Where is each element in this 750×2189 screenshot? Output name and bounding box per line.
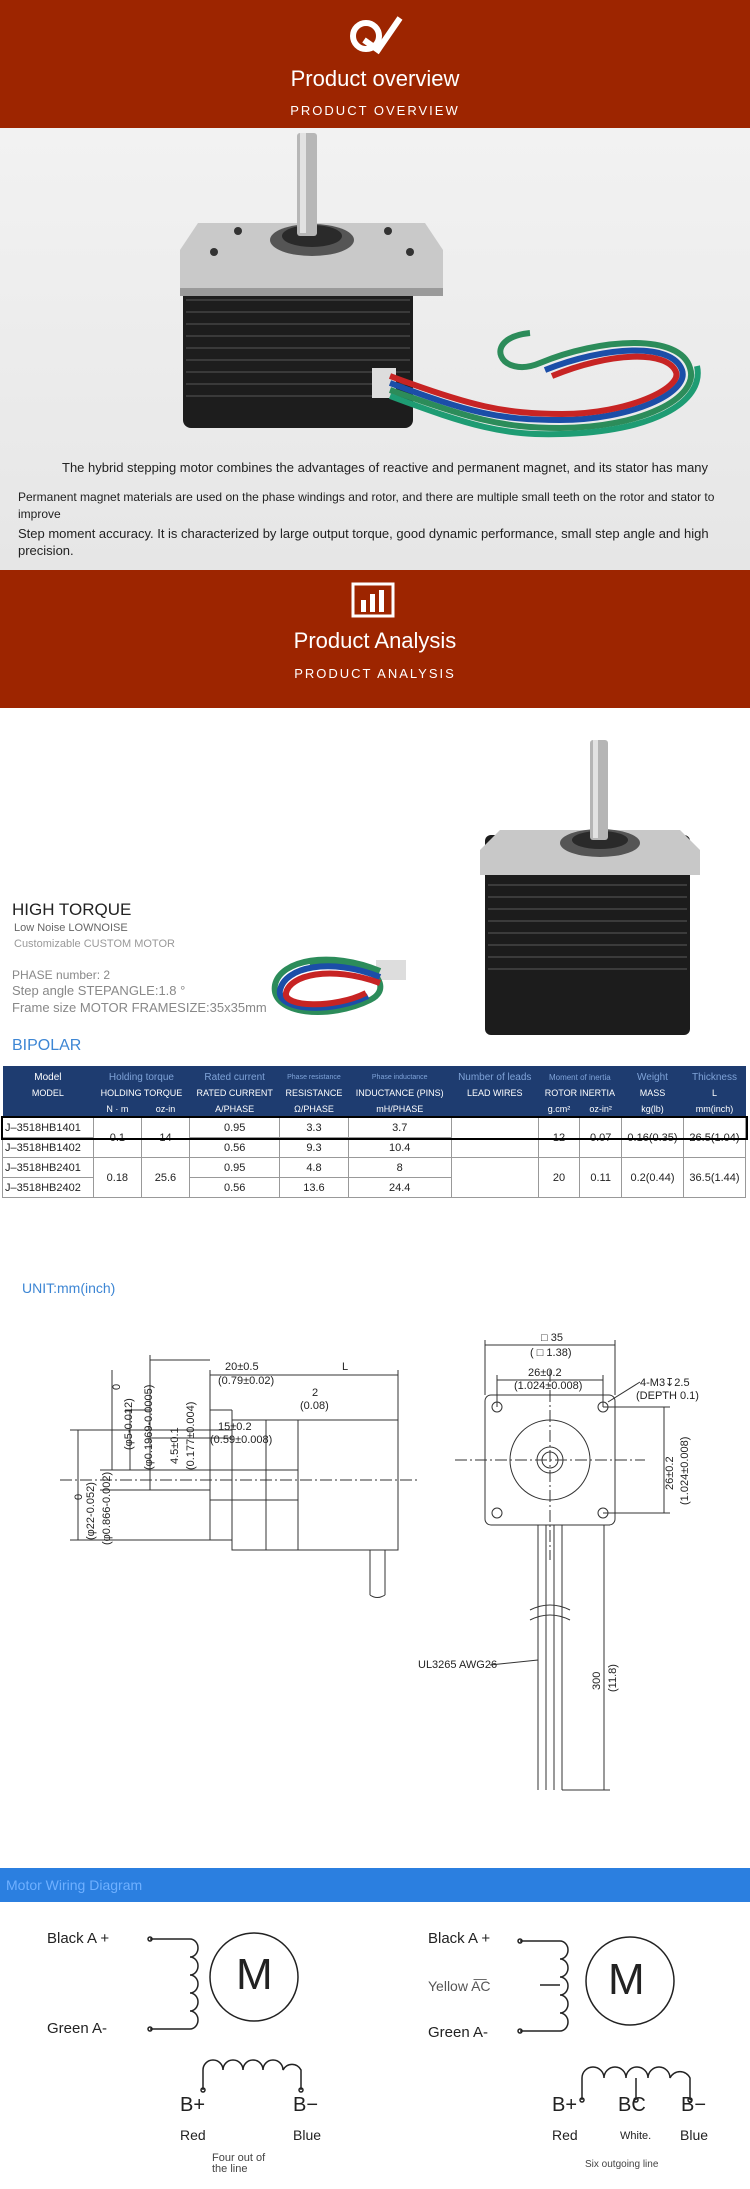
- th-number-of-leads: Number of leads: [451, 1066, 538, 1085]
- cell-resistance: 9.3: [280, 1138, 348, 1158]
- overview-paragraph-2: Permanent magnet materials are used on the phase windings and rotor, and there are multiple small teeth on the rotor and stator to improve: [18, 490, 715, 521]
- motor-symbol-right: M: [608, 1955, 645, 2004]
- dim-shaft-a: (φ5-0.012): [123, 1398, 135, 1450]
- th3-mm-inch: mm(inch): [683, 1101, 745, 1118]
- table-header-row-3: [3, 1101, 746, 1118]
- high-torque-heading: HIGH TORQUE: [12, 900, 132, 919]
- cell-inductance: 24.4: [348, 1178, 451, 1198]
- check-ring-icon: [344, 6, 404, 58]
- wiring-title-bar: [0, 1868, 750, 1902]
- dim-boss-b: (φ0.866-0.002): [101, 1471, 113, 1545]
- dim-shaft-b: (φ0.1969-0.0005): [143, 1384, 155, 1470]
- bar-chart-icon: [351, 582, 395, 618]
- cell-holding-nm: 0.1: [93, 1118, 141, 1158]
- cell-leads: [451, 1118, 538, 1158]
- th2-model: MODEL: [3, 1085, 94, 1101]
- step-angle-text: Step angle STEPANGLE:1.8 °: [12, 983, 186, 998]
- cell-inertia-ozin2: 0.11: [580, 1158, 622, 1198]
- right-white: White.: [620, 2130, 652, 2142]
- right-note: Six outgoing line: [585, 2159, 659, 2170]
- cell-resistance: 13.6: [280, 1178, 348, 1198]
- overview-paragraph-3: Step moment accuracy. It is characterized by large output torque, good dynamic performance, small step angle and high precision.: [18, 526, 709, 558]
- dim-15b: (0.59±0.008): [210, 1434, 273, 1446]
- motor-photo: [0, 128, 750, 458]
- right-b-minus: B−: [681, 2094, 707, 2116]
- dim-45: 4.5±0.1: [169, 1427, 181, 1464]
- dim-m3b: (DEPTH 0.1): [636, 1390, 699, 1402]
- cell-inertia-gcm: 12: [538, 1118, 580, 1158]
- cell-current: 0.95: [190, 1158, 280, 1178]
- th3-mh-phase: mH/PHASE: [348, 1101, 451, 1118]
- cell-model: J–3518HB1402: [3, 1138, 94, 1158]
- dim-35: □ 35: [541, 1332, 563, 1344]
- cell-current: 0.95: [190, 1118, 280, 1138]
- cell-length: 36.5(1.44): [683, 1158, 745, 1198]
- phase-number-text: PHASE number: 2: [12, 968, 111, 982]
- th3-ohm-phase: Ω/PHASE: [280, 1101, 348, 1118]
- overview-subtitle: PRODUCT OVERVIEW: [290, 103, 460, 118]
- cell-inductance: 10.4: [348, 1138, 451, 1158]
- th3-kg-lb: kg(lb): [622, 1101, 684, 1118]
- dim-shaft: 0: [111, 1383, 123, 1390]
- left-note: Four out of the line: [212, 2152, 266, 2175]
- cell-inertia-ozin2: 0.07: [580, 1118, 622, 1158]
- cell-holding-nm: 0.18: [93, 1158, 141, 1198]
- overview-paragraph-1: The hybrid stepping motor combines the advantages of reactive and permanent magnet, and its stator has many: [62, 460, 709, 475]
- th2-rotor-inertia: ROTOR INERTIA: [538, 1085, 621, 1101]
- table-header-row-2: [3, 1085, 746, 1101]
- left-b-plus: B+: [180, 2094, 206, 2116]
- table-row: [3, 1118, 746, 1138]
- right-yellow-ac: Yellow A͞C: [428, 1978, 491, 1994]
- dim-118: (11.8): [607, 1664, 619, 1692]
- wiring-title: Motor Wiring Diagram: [6, 1877, 143, 1893]
- left-b-minus: B−: [293, 2094, 319, 2116]
- analysis-subtitle: PRODUCT ANALYSIS: [294, 666, 456, 681]
- frame-size-text: Frame size MOTOR FRAMESIZE:35x35mm: [12, 1000, 267, 1015]
- product-photo-area: [0, 128, 750, 570]
- dim-20: 20±0.5: [225, 1361, 259, 1373]
- dim-m3: 4-M3↧2.5: [640, 1377, 690, 1389]
- th-holding-torque: Holding torque: [93, 1066, 189, 1085]
- dim-26: 26±0.2: [528, 1367, 562, 1379]
- th-moment-of-inertia: Moment of inertia: [538, 1066, 621, 1085]
- left-red: Red: [180, 2127, 206, 2143]
- dim-20b: (0.79±0.02): [218, 1375, 275, 1387]
- cell-mass: 0.16(0.35): [622, 1118, 684, 1158]
- cell-resistance: 3.3: [280, 1118, 348, 1138]
- cell-inductance: 8: [348, 1158, 451, 1178]
- cell-resistance: 4.8: [280, 1158, 348, 1178]
- th3-ozin: oz-in: [141, 1101, 189, 1118]
- th2-rated-current: RATED CURRENT: [190, 1085, 280, 1101]
- th3-a-phase: A/PHASE: [190, 1101, 280, 1118]
- dim-L: L: [342, 1361, 349, 1373]
- unit-label: UNIT:mm(inch): [22, 1280, 116, 1296]
- overview-title: Product overview: [290, 66, 460, 91]
- th-model: Model: [3, 1066, 94, 1085]
- th-phase-resistance: Phase resistance: [280, 1066, 348, 1085]
- right-blue: Blue: [680, 2127, 709, 2143]
- cell-inertia-gcm: 20: [538, 1158, 580, 1198]
- motor-side-photo: [270, 735, 730, 1055]
- dim-300: 300: [591, 1671, 603, 1690]
- th3-nm: N · m: [93, 1101, 141, 1118]
- cell-holding-ozin: 14: [141, 1118, 189, 1158]
- analysis-banner: [0, 570, 750, 708]
- dim-15: 15±0.2: [218, 1421, 252, 1433]
- dim-boss: 0: [73, 1493, 85, 1500]
- dim-26b: (1.024±0.008): [514, 1380, 583, 1392]
- cell-leads: [451, 1158, 538, 1198]
- cell-mass: 0.2(0.44): [622, 1158, 684, 1198]
- dim-45b: (0.177±0.004): [185, 1401, 197, 1470]
- cell-model: J–3518HB2402: [3, 1178, 94, 1198]
- dim-2: 2: [312, 1387, 319, 1399]
- th2-inductance: INDUCTANCE (PINS): [348, 1085, 451, 1101]
- cell-model: J–3518HB2401: [3, 1158, 94, 1178]
- dim-35b: ( □ 1.38): [530, 1347, 572, 1359]
- th-phase-inductance: Phase inductance: [348, 1066, 451, 1085]
- th3-gcm: g.cm²: [538, 1101, 580, 1118]
- cell-inductance: 3.7: [348, 1118, 451, 1138]
- right-green-a-minus: Green A-: [428, 2024, 489, 2041]
- th2-lead-wires: LEAD WIRES: [451, 1085, 538, 1101]
- dim-26vb: (1.024±0.008): [679, 1436, 691, 1505]
- motor-symbol-left: M: [236, 1950, 273, 1999]
- cell-current: 0.56: [190, 1178, 280, 1198]
- left-green-a-minus: Green A-: [47, 2020, 108, 2037]
- th3-ozin2: oz-in²: [580, 1101, 622, 1118]
- analysis-title: Product Analysis: [293, 628, 457, 653]
- bipolar-label: BIPOLAR: [12, 1037, 82, 1054]
- th-rated-current: Rated current: [190, 1066, 280, 1085]
- table-header-row-1: [3, 1066, 746, 1085]
- right-b-plus: B+: [552, 2094, 578, 2116]
- table-row: [3, 1158, 746, 1178]
- th2-resistance: RESISTANCE: [280, 1085, 348, 1101]
- low-noise-text: Low Noise LOWNOISE: [14, 922, 128, 934]
- dim-26v: 26±0.2: [664, 1456, 676, 1490]
- cell-model: J–3518HB1401: [3, 1118, 94, 1138]
- left-black-a-plus: Black A +: [47, 1930, 110, 1947]
- right-red: Red: [552, 2127, 578, 2143]
- overview-banner: [0, 0, 750, 128]
- dim-2b: (0.08): [300, 1400, 329, 1412]
- th-thickness: Thickness: [683, 1066, 745, 1085]
- dimension-drawing: [0, 1330, 750, 1800]
- th-weight: Weight: [622, 1066, 684, 1085]
- left-blue: Blue: [293, 2127, 322, 2143]
- spec-table: [2, 1066, 746, 1198]
- th2-holding-torque: HOLDING TORQUE: [93, 1085, 189, 1101]
- custom-motor-text: Customizable CUSTOM MOTOR: [14, 938, 175, 950]
- cell-holding-ozin: 25.6: [141, 1158, 189, 1198]
- right-black-a-plus: Black A +: [428, 1930, 491, 1947]
- cell-length: 26.5(1.04): [683, 1118, 745, 1158]
- dim-boss-a: (φ22-0.052): [85, 1482, 97, 1540]
- cell-current: 0.56: [190, 1138, 280, 1158]
- cable-label: UL3265 AWG26: [418, 1659, 498, 1671]
- th2-length: L: [683, 1085, 745, 1101]
- right-bc: BC: [618, 2094, 646, 2116]
- th2-mass: MASS: [622, 1085, 684, 1101]
